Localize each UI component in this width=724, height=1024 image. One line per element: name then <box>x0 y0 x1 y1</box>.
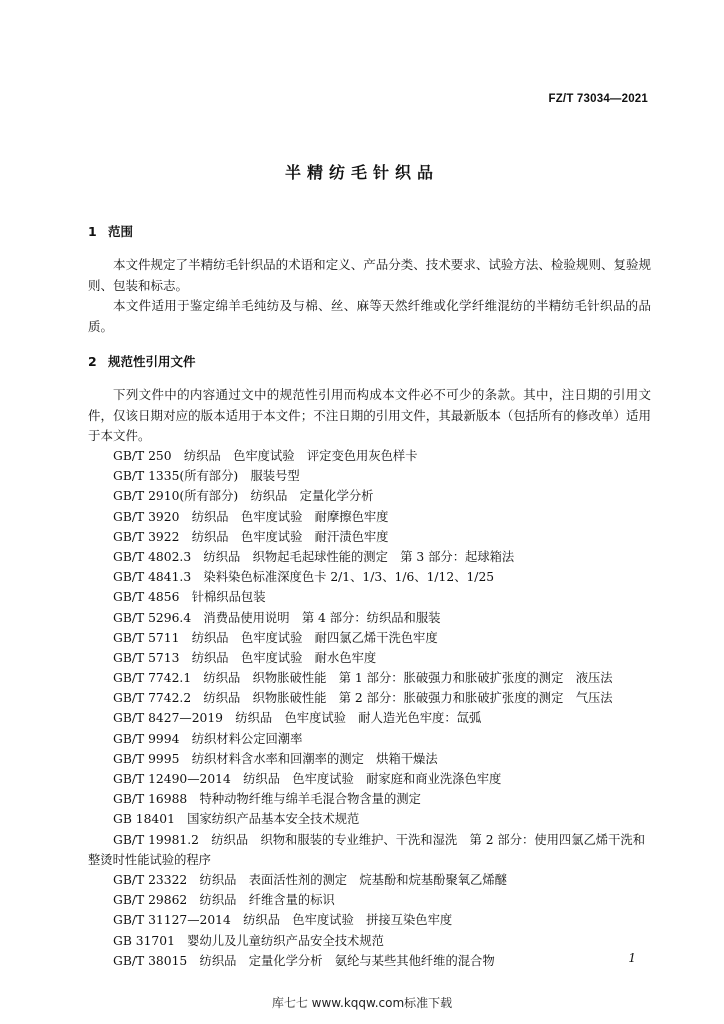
reference-item: GB/T 2910(所有部分) 纺织品 定量化学分析 <box>113 489 374 504</box>
reference-item: GB/T 12490—2014 纺织品 色牢度试验 耐家庭和商业洗涤色牢度 <box>113 772 502 786</box>
reference-item: GB/T 250 纺织品 色牢度试验 评定变色用灰色样卡 <box>113 449 418 463</box>
reference-item: GB/T 4802.3 纺织品 织物起毛起球性能的测定 第 3 部分：起球箱法 <box>113 549 515 564</box>
section-1-heading <box>88 222 133 240</box>
reference-item: GB/T 31127—2014 纺织品 色牢度试验 拼接互染色牢度 <box>113 913 453 928</box>
reference-item: GB/T 4856 针棉织品包装 <box>113 590 266 605</box>
reference-item: GB/T 1335(所有部分) 服装号型 <box>113 469 300 484</box>
section-1-number: 1 <box>88 224 97 239</box>
reference-item: GB/T 3920 纺织品 色牢度试验 耐摩擦色牢度 <box>113 509 389 524</box>
reference-item: GB/T 5713 纺织品 色牢度试验 耐水色牢度 <box>113 650 377 665</box>
reference-item: GB/T 4841.3 染料染色标准深度色卡 2/1、1/3、1/6、1/12、1/25 <box>113 570 495 585</box>
reference-item: GB/T 29862 纺织品 纤维含量的标识 <box>113 893 335 908</box>
document-title: 半精纺毛针织品 <box>284 163 439 182</box>
reference-item: GB/T 5711 纺织品 色牢度试验 耐四氯乙烯干洗色牢度 <box>113 630 438 645</box>
reference-item: GB/T 9995 纺织材料含水率和回潮率的测定 烘箱干燥法 <box>113 751 438 766</box>
references-intro: 下列文件中的内容通过文中的规范性引用而构成本文件必不可少的条款。其中，注日期的引用文件，仅该日期对应的版本适用于本文件；不注日期的引用文件，其最新版本（包括所有的修改单）适用于本文件。 <box>88 387 651 443</box>
reference-item: GB/T 38015 纺织品 定量化学分析 氨纶与某些其他纤维的混合物 <box>113 953 495 968</box>
footer-watermark: 库七七 www.kqqw.com标准下载 <box>271 996 453 1010</box>
section-2-heading <box>88 352 196 370</box>
reference-item: GB/T 7742.2 纺织品 织物胀破性能 第 2 部分：胀破强力和胀破扩张度的测定 气压法 <box>113 691 613 706</box>
reference-item: GB/T 19981.2 纺织品 织物和服装的专业维护、干洗和湿洗 第 2 部分：使用四氯乙烯干洗和整烫时性能试验的程序 <box>88 832 645 867</box>
scope-paragraph-2: 本文件适用于鉴定绵羊毛纯纺及与棉、丝、麻等天然纤维或化学纤维混纺的半精纺毛针织品的品质。 <box>88 298 651 334</box>
reference-item: GB/T 23322 纺织品 表面活性剂的测定 烷基酚和烷基酚聚氧乙烯醚 <box>113 872 507 887</box>
section-2-number: 2 <box>88 354 97 369</box>
reference-item: GB/T 16988 特种动物纤维与绵羊毛混合物含量的测定 <box>113 792 421 807</box>
scope-paragraph-1: 本文件规定了半精纺毛针织品的术语和定义、产品分类、技术要求、试验方法、检验规则、复验规则、包装和标志。 <box>88 257 651 293</box>
reference-item: GB 31701 婴幼儿及儿童纺织产品安全技术规范 <box>113 933 384 948</box>
section-1-title: 范围 <box>108 224 134 239</box>
reference-item: GB/T 8427—2019 纺织品 色牢度试验 耐人造光色牢度：氙弧 <box>113 711 482 726</box>
reference-item: GB/T 7742.1 纺织品 织物胀破性能 第 1 部分：胀破强力和胀破扩张度的测定 液压法 <box>113 671 613 686</box>
reference-item: GB/T 9994 纺织材料公定回潮率 <box>113 731 303 746</box>
page-number: 1 <box>628 951 636 965</box>
normative-reference-list <box>88 446 651 971</box>
section-2-title: 规范性引用文件 <box>108 354 196 369</box>
reference-item: GB 18401 国家纺织产品基本安全技术规范 <box>113 812 360 827</box>
reference-item: GB/T 3922 纺织品 色牢度试验 耐汗渍色牢度 <box>113 529 389 544</box>
reference-item: GB/T 5296.4 消费品使用说明 第 4 部分：纺织品和服装 <box>113 610 441 625</box>
standard-code: FZ/T 73034—2021 <box>548 93 648 105</box>
